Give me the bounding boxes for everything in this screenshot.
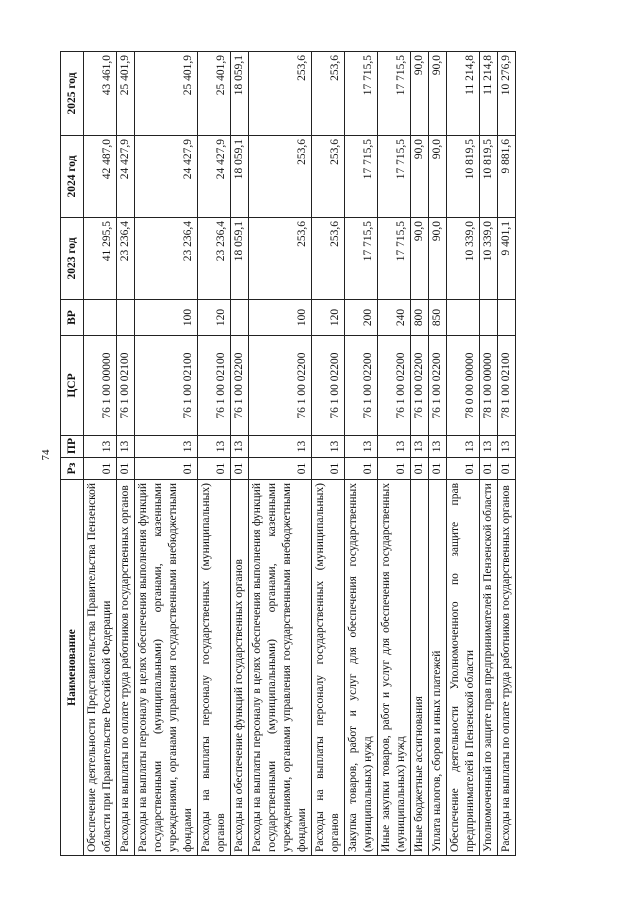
header-csr: ЦСР <box>61 336 84 436</box>
row-name: Расходы на выплаты персоналу государственных (муниципальных) органов <box>198 480 231 856</box>
row-csr: 78 1 00 02100 <box>498 336 516 436</box>
row-2023: 253,6 <box>249 218 312 300</box>
row-2024: 90,0 <box>411 136 429 218</box>
table-row <box>429 52 447 856</box>
row-2023: 41 295,5 <box>84 218 117 300</box>
row-rz: 01 <box>498 458 516 480</box>
row-name: Иные закупки товаров, работ и услуг для обеспечения государственных (муниципальных) нужд <box>378 480 411 856</box>
row-pr: 13 <box>411 436 429 458</box>
row-vr <box>231 300 249 336</box>
row-rz: 01 <box>84 458 117 480</box>
row-2025: 90,0 <box>429 52 447 136</box>
row-2024: 17 715,5 <box>345 136 378 218</box>
page-number: 74 <box>40 449 52 461</box>
row-name: Расходы на обеспечение функций государственных органов <box>231 480 249 856</box>
row-2023: 90,0 <box>429 218 447 300</box>
row-2024: 253,6 <box>249 136 312 218</box>
row-rz: 01 <box>345 458 378 480</box>
row-2023: 17 715,5 <box>345 218 378 300</box>
row-pr: 13 <box>447 436 480 458</box>
row-pr: 13 <box>249 436 312 458</box>
row-name: Уплата налогов, сборов и иных платежей <box>429 480 447 856</box>
row-csr: 76 1 00 02200 <box>411 336 429 436</box>
row-name: Расходы на выплаты по оплате труда работников государственных органов <box>117 480 135 856</box>
table-row <box>480 52 498 856</box>
row-name: Расходы на выплаты персоналу в целях обеспечения выполнения функций государственными (муниципальными) органами, казенными учреждениями, органами управления государственными внебюджетными фондами <box>135 480 198 856</box>
row-rz: 01 <box>198 458 231 480</box>
row-vr: 800 <box>411 300 429 336</box>
row-name: Расходы на выплаты персоналу в целях обеспечения выполнения функций государственными (муниципальными) органами, казенными учреждениями, органами управления государственными внебюджетными фондами <box>249 480 312 856</box>
row-2023: 23 236,4 <box>135 218 198 300</box>
header-rz: Рз <box>61 458 84 480</box>
row-2024: 24 427,9 <box>198 136 231 218</box>
row-csr: 76 1 00 02100 <box>117 336 135 436</box>
table-row <box>198 52 231 856</box>
header-2025: 2025 год <box>61 52 84 136</box>
row-vr: 240 <box>378 300 411 336</box>
header-vr: ВР <box>61 300 84 336</box>
row-name: Расходы на выплаты персоналу государственных (муниципальных) органов <box>312 480 345 856</box>
table-header-row <box>61 52 84 856</box>
row-2023: 253,6 <box>312 218 345 300</box>
row-csr: 76 1 00 02200 <box>312 336 345 436</box>
row-pr: 13 <box>84 436 117 458</box>
row-2023: 17 715,5 <box>378 218 411 300</box>
row-pr: 13 <box>312 436 345 458</box>
header-pr: ПР <box>61 436 84 458</box>
row-csr: 76 1 00 02200 <box>249 336 312 436</box>
row-2023: 18 059,1 <box>231 218 249 300</box>
row-rz: 01 <box>429 458 447 480</box>
table-row <box>447 52 480 856</box>
row-2024: 90,0 <box>429 136 447 218</box>
row-csr: 76 1 00 02100 <box>135 336 198 436</box>
row-vr: 200 <box>345 300 378 336</box>
row-csr: 76 1 00 02100 <box>198 336 231 436</box>
row-vr <box>498 300 516 336</box>
row-rz: 01 <box>312 458 345 480</box>
table-row <box>378 52 411 856</box>
row-name: Уполномоченный по защите прав предпринимателей в Пензенской области <box>480 480 498 856</box>
row-pr: 13 <box>429 436 447 458</box>
row-2024: 42 487,0 <box>84 136 117 218</box>
row-rz: 01 <box>411 458 429 480</box>
row-rz: 01 <box>117 458 135 480</box>
row-vr <box>480 300 498 336</box>
row-rz: 01 <box>378 458 411 480</box>
row-2025: 10 276,9 <box>498 52 516 136</box>
row-vr <box>84 300 117 336</box>
table-row <box>498 52 516 856</box>
row-2025: 18 059,1 <box>231 52 249 136</box>
row-2025: 25 401,9 <box>198 52 231 136</box>
row-name: Закупка товаров, работ и услуг для обеспечения государственных (муниципальных) нужд <box>345 480 378 856</box>
header-2023: 2023 год <box>61 218 84 300</box>
row-2024: 10 819,5 <box>447 136 480 218</box>
rotated-page <box>60 52 546 856</box>
row-csr: 76 1 00 00000 <box>84 336 117 436</box>
row-vr <box>117 300 135 336</box>
row-vr: 100 <box>135 300 198 336</box>
row-pr: 13 <box>345 436 378 458</box>
row-csr: 76 1 00 02200 <box>231 336 249 436</box>
row-rz: 01 <box>447 458 480 480</box>
row-2024: 9 881,6 <box>498 136 516 218</box>
row-2024: 253,6 <box>312 136 345 218</box>
row-csr: 78 1 00 00000 <box>480 336 498 436</box>
row-2025: 253,6 <box>249 52 312 136</box>
row-pr: 13 <box>498 436 516 458</box>
row-rz: 01 <box>480 458 498 480</box>
table-row <box>411 52 429 856</box>
table-row <box>312 52 345 856</box>
row-pr: 13 <box>480 436 498 458</box>
row-2023: 10 339,0 <box>480 218 498 300</box>
row-2024: 17 715,5 <box>378 136 411 218</box>
row-name: Обеспечение деятельности Представительства Правительства Пензенской области при Правительстве Российской Федерации <box>84 480 117 856</box>
row-2025: 11 214,8 <box>480 52 498 136</box>
row-csr: 76 1 00 02200 <box>345 336 378 436</box>
table-row <box>117 52 135 856</box>
row-rz: 01 <box>135 458 198 480</box>
row-name: Иные бюджетные ассигнования <box>411 480 429 856</box>
row-2025: 11 214,8 <box>447 52 480 136</box>
row-2024: 24 427,9 <box>117 136 135 218</box>
row-rz: 01 <box>249 458 312 480</box>
header-2024: 2024 год <box>61 136 84 218</box>
row-2023: 23 236,4 <box>198 218 231 300</box>
row-pr: 13 <box>135 436 198 458</box>
row-pr: 13 <box>231 436 249 458</box>
table-row <box>84 52 117 856</box>
row-csr: 76 1 00 02200 <box>378 336 411 436</box>
row-vr: 100 <box>249 300 312 336</box>
row-csr: 76 1 00 02200 <box>429 336 447 436</box>
table-row <box>249 52 312 856</box>
row-csr: 78 0 00 00000 <box>447 336 480 436</box>
table-row <box>135 52 198 856</box>
rotated-table-wrapper <box>60 52 546 856</box>
row-vr <box>447 300 480 336</box>
row-pr: 13 <box>198 436 231 458</box>
row-2025: 25 401,9 <box>135 52 198 136</box>
row-2025: 253,6 <box>312 52 345 136</box>
row-2025: 43 461,0 <box>84 52 117 136</box>
row-2025: 17 715,5 <box>378 52 411 136</box>
budget-table <box>60 51 516 856</box>
row-2024: 24 427,9 <box>135 136 198 218</box>
row-rz: 01 <box>231 458 249 480</box>
header-name: Наименование <box>61 480 84 856</box>
row-2023: 90,0 <box>411 218 429 300</box>
row-2023: 23 236,4 <box>117 218 135 300</box>
row-2025: 90,0 <box>411 52 429 136</box>
row-pr: 13 <box>378 436 411 458</box>
row-2025: 17 715,5 <box>345 52 378 136</box>
row-2025: 25 401,9 <box>117 52 135 136</box>
row-2024: 10 819,5 <box>480 136 498 218</box>
row-2024: 18 059,1 <box>231 136 249 218</box>
row-name: Обеспечение деятельности Уполномоченного по защите прав предпринимателей в Пензенской области <box>447 480 480 856</box>
row-name: Расходы на выплаты по оплате труда работников государственных органов <box>498 480 516 856</box>
row-vr: 120 <box>198 300 231 336</box>
row-pr: 13 <box>117 436 135 458</box>
row-vr: 850 <box>429 300 447 336</box>
table-row <box>231 52 249 856</box>
table-row <box>345 52 378 856</box>
row-2023: 9 401,1 <box>498 218 516 300</box>
row-2023: 10 339,0 <box>447 218 480 300</box>
row-vr: 120 <box>312 300 345 336</box>
